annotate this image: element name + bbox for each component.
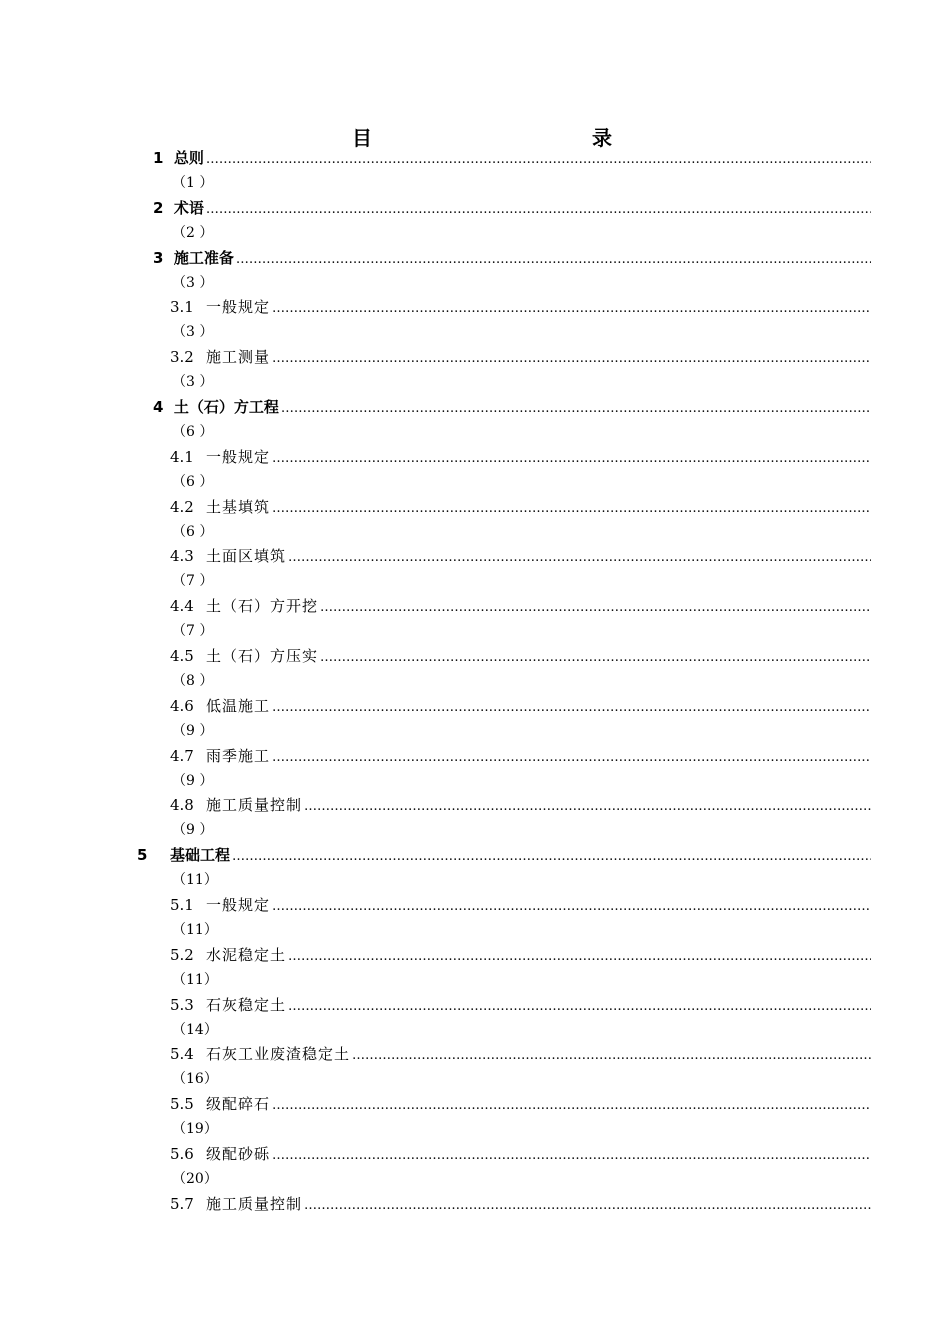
section-label bbox=[170, 495, 270, 520]
page-number: （11） bbox=[172, 872, 218, 889]
chapter-label bbox=[137, 843, 230, 868]
section-number: 4.5 bbox=[170, 647, 194, 665]
page-number: （7 ） bbox=[172, 623, 214, 640]
section-label bbox=[170, 893, 270, 918]
dot-leader bbox=[320, 645, 871, 670]
page-number: （2 ） bbox=[172, 224, 214, 241]
chapter-number: 5 bbox=[137, 846, 148, 865]
dot-leader bbox=[236, 247, 871, 272]
page-number: （6 ） bbox=[172, 423, 214, 440]
page-number: （9 ） bbox=[172, 722, 214, 739]
toc-entry[interactable] bbox=[170, 694, 871, 719]
section-label bbox=[170, 993, 286, 1018]
section-label bbox=[170, 1042, 350, 1067]
section-number: 4.7 bbox=[170, 746, 194, 765]
section-number: 5.5 bbox=[170, 1095, 194, 1114]
section-number: 5.1 bbox=[170, 896, 194, 914]
toc-entry[interactable] bbox=[170, 644, 871, 669]
toc-entry[interactable] bbox=[170, 893, 871, 918]
dot-leader bbox=[272, 296, 871, 321]
dot-leader bbox=[206, 147, 871, 172]
section-title: 施工质量控制 bbox=[206, 796, 303, 815]
section-number: 4.2 bbox=[170, 497, 194, 516]
toc-entry[interactable] bbox=[170, 544, 871, 569]
section-label bbox=[170, 694, 270, 719]
dot-leader bbox=[281, 396, 871, 421]
toc-entry[interactable] bbox=[153, 395, 871, 420]
toc-entry[interactable] bbox=[170, 1192, 871, 1217]
section-number: 5.4 bbox=[170, 1045, 194, 1064]
section-number: 4.4 bbox=[170, 597, 194, 616]
section-title: 级配砂砾 bbox=[206, 1145, 271, 1163]
toc-entry[interactable] bbox=[170, 1092, 871, 1117]
toc-entry[interactable] bbox=[170, 445, 871, 470]
page-number: （20） bbox=[172, 1170, 218, 1187]
section-title: 石灰稳定土 bbox=[206, 995, 287, 1014]
chapter-title: 基础工程 bbox=[170, 846, 231, 865]
section-number: 4.1 bbox=[170, 447, 194, 466]
dot-leader bbox=[272, 695, 871, 720]
dot-leader bbox=[272, 1143, 871, 1168]
section-title: 低温施工 bbox=[206, 696, 271, 715]
page-number: （3 ） bbox=[172, 274, 214, 291]
toc-entry[interactable] bbox=[170, 793, 871, 818]
section-title: 一般规定 bbox=[206, 896, 271, 914]
section-number: 4.8 bbox=[170, 796, 194, 815]
section-label bbox=[170, 1192, 302, 1217]
page-number: （11） bbox=[172, 971, 218, 988]
chapter-label: 1 总则 bbox=[153, 149, 204, 167]
section-number: 5.2 bbox=[170, 945, 194, 964]
dot-leader bbox=[320, 595, 871, 620]
toc-entry[interactable] bbox=[170, 295, 871, 320]
section-label bbox=[170, 1142, 270, 1167]
section-label bbox=[170, 744, 270, 769]
page-number: （16） bbox=[172, 1071, 218, 1088]
page-number: （19） bbox=[172, 1121, 218, 1138]
page-number: （3 ） bbox=[172, 324, 214, 341]
chapter-label: 4 土（石）方工程 bbox=[153, 398, 279, 416]
toc-entry[interactable] bbox=[170, 1042, 871, 1067]
section-number: 3.1 bbox=[170, 298, 194, 317]
toc-entry[interactable] bbox=[153, 196, 871, 221]
section-number: 5.3 bbox=[170, 995, 194, 1014]
dot-leader bbox=[272, 446, 871, 471]
section-title: 施工测量 bbox=[206, 348, 271, 367]
page-number: （6 ） bbox=[172, 473, 214, 490]
section-label bbox=[170, 295, 270, 320]
toc-entry[interactable] bbox=[137, 843, 871, 868]
page-number: （1 ） bbox=[172, 174, 214, 191]
dot-leader bbox=[272, 1093, 871, 1118]
section-label bbox=[170, 943, 286, 968]
section-label bbox=[170, 544, 286, 569]
section-title: 水泥稳定土 bbox=[206, 945, 287, 964]
section-title: 级配碎石 bbox=[206, 1095, 271, 1114]
section-title: 施工质量控制 bbox=[206, 1194, 303, 1213]
dot-leader bbox=[288, 545, 871, 570]
dot-leader bbox=[272, 894, 871, 919]
toc-entry[interactable] bbox=[170, 993, 871, 1018]
dot-leader bbox=[272, 496, 871, 521]
dot-leader bbox=[304, 1193, 871, 1218]
page-number: （7 ） bbox=[172, 573, 214, 590]
toc-entry[interactable] bbox=[170, 594, 871, 619]
dot-leader bbox=[352, 1043, 871, 1068]
section-title: 土（石）方开挖 bbox=[206, 597, 319, 616]
section-title: 一般规定 bbox=[206, 447, 271, 466]
section-number: 3.2 bbox=[170, 348, 194, 367]
section-title: 雨季施工 bbox=[206, 746, 271, 765]
toc-entry[interactable] bbox=[153, 246, 871, 271]
page-number: （9 ） bbox=[172, 822, 214, 839]
section-number: 5.7 bbox=[170, 1194, 194, 1213]
dot-leader bbox=[272, 745, 871, 770]
section-label bbox=[170, 793, 302, 818]
section-label bbox=[170, 445, 270, 470]
toc-entry[interactable] bbox=[170, 345, 871, 370]
section-title: 土基填筑 bbox=[206, 497, 271, 516]
section-number: 5.6 bbox=[170, 1145, 194, 1163]
toc-entry[interactable] bbox=[170, 495, 871, 520]
toc-entry[interactable] bbox=[170, 744, 871, 769]
dot-leader bbox=[272, 346, 871, 371]
section-number: 4.6 bbox=[170, 696, 194, 715]
chapter-label: 3 施工准备 bbox=[153, 248, 234, 267]
page-number: （11） bbox=[172, 921, 218, 938]
page-title: 目 录 bbox=[352, 126, 672, 150]
dot-leader bbox=[206, 197, 871, 222]
page-number: （6 ） bbox=[172, 523, 214, 540]
page-number: （3 ） bbox=[172, 374, 214, 391]
section-number: 4.3 bbox=[170, 547, 194, 566]
toc-entry[interactable] bbox=[170, 1142, 871, 1167]
dot-leader bbox=[232, 844, 871, 869]
chapter-label: 2 术语 bbox=[153, 198, 204, 217]
section-title: 一般规定 bbox=[206, 298, 271, 317]
page-number: （14） bbox=[172, 1021, 218, 1038]
section-label bbox=[170, 644, 318, 669]
section-title: 石灰工业废渣稳定土 bbox=[206, 1045, 351, 1064]
section-title: 土（石）方压实 bbox=[206, 647, 319, 665]
page-number: （9 ） bbox=[172, 772, 214, 789]
section-label bbox=[170, 594, 318, 619]
dot-leader bbox=[304, 794, 871, 819]
section-title: 土面区填筑 bbox=[206, 547, 287, 566]
toc-entry[interactable] bbox=[170, 943, 871, 968]
dot-leader bbox=[288, 944, 871, 969]
dot-leader bbox=[288, 994, 871, 1019]
section-label bbox=[170, 1092, 270, 1117]
page-number: （8 ） bbox=[172, 672, 214, 689]
toc-entry[interactable] bbox=[153, 146, 871, 171]
section-label bbox=[170, 345, 270, 370]
